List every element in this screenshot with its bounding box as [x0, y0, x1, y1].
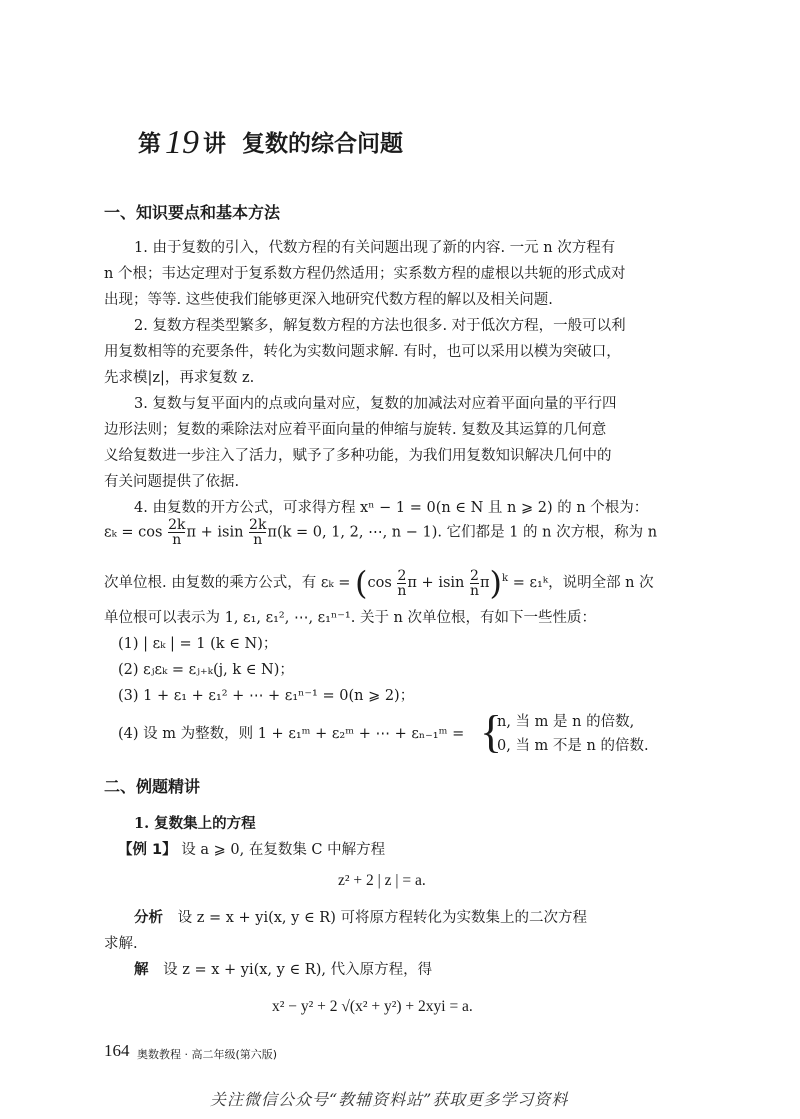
formula-line: 次单位根. 由复数的乘方公式，有 εₖ = (cos $\frac{2}{n}$ π + isin $\frac{2}{n}$ π)$^k$ = ε₁ᵏ，说明全部 n 次 [104, 564, 654, 602]
property-2: (2) εⱼεₖ = εⱼ₊ₖ(j, k ∈ N)； [118, 662, 294, 678]
chapter-number: 19 [165, 124, 199, 161]
paragraph-line: n 个根；韦达定理对于复系数方程仍然适用；实系数方程的虚根以共轭的形式成对 [104, 266, 626, 282]
property-1: (1) | εₖ | = 1 (k ∈ N)； [118, 636, 278, 652]
paragraph-line: 1. 由于复数的引入，代数方程的有关问题出现了新的内容. 一元 n 次方程有 [134, 240, 616, 256]
paragraph-line: 4. 由复数的开方公式，可求得方程 xⁿ − 1 = 0(n ∈ N 且 n ⩾ 2) 的 n 个根为： [134, 500, 649, 516]
paragraph-line: 用复数相等的充要条件，转化为实数问题求解. 有时，也可以采用以模为突破口， [104, 344, 621, 360]
chapter-title [138, 124, 403, 162]
example-equation: z² + 2 | z | = a. [338, 872, 426, 889]
analysis-line: 分析 设 z = x + yi(x, y ∈ R) 可将原方程转化为实数集上的二次方程 [134, 910, 587, 926]
analysis-label: 分析 [134, 910, 163, 926]
paragraph-line: 2. 复数方程类型繁多，解复数方程的方法也很多. 对于低次方程，一般可以利 [134, 318, 626, 334]
book-title: 奥数教程 · 高二年级(第六版) [137, 1048, 278, 1061]
case-2: 0, 当 m 不是 n 的倍数. [497, 738, 649, 754]
paragraph-line: 3. 复数与复平面内的点或向量对应，复数的加减法对应着平面向量的平行四 [134, 396, 617, 412]
property-4: (4) 设 m 为整数，则 1 + ε₁ᵐ + ε₂ᵐ + ⋯ + εₙ₋₁ᵐ = [118, 726, 465, 742]
property-3: (3) 1 + ε₁ + ε₁² + ⋯ + ε₁ⁿ⁻¹ = 0(n ⩾ 2)； [118, 688, 415, 704]
analysis-line-2: 求解. [104, 936, 138, 952]
section-heading-2: 二、例题精讲 [104, 777, 201, 796]
solution-equation: x² − y² + 2 √(x² + y²) + 2xyi = a. [272, 998, 473, 1015]
paragraph-line: 有关问题提供了依据. [104, 474, 240, 490]
example-label: 【例 1】 [118, 842, 177, 858]
title-prefix: 第 [138, 131, 161, 157]
solution-line: 解 设 z = x + yi(x, y ∈ R), 代入原方程，得 [134, 962, 433, 978]
example-1 [118, 838, 385, 859]
subsection-heading: 1. 复数集上的方程 [134, 815, 256, 832]
cases-brace: { [480, 706, 503, 757]
solution-label: 解 [134, 962, 149, 978]
paragraph-line: 先求模|z|，再求复数 z. [104, 370, 255, 386]
case-1: n, 当 m 是 n 的倍数, [497, 714, 635, 730]
chapter-topic: 复数的综合问题 [242, 131, 403, 157]
formula-line: εₖ = cos $\frac{2k}{n}$ π + isin $\frac{2k}{n}$ π(k = 0, 1, 2, ⋯, n − 1). 它们都是 1 的 n 次方根，称为 n [104, 517, 658, 548]
example-text: 设 a ⩾ 0, 在复数集 C 中解方程 [181, 842, 386, 858]
paragraph-line: 义给复数进一步注入了活力，赋予了多种功能，为我们用复数知识解决几何中的 [104, 448, 612, 464]
watermark-text: 关注微信公众号“教辅资料站”获取更多学习资料 [210, 1090, 569, 1109]
title-suffix: 讲 [203, 131, 226, 157]
paragraph-line: 出现；等等. 这些使我们能够更深入地研究代数方程的解以及相关问题. [104, 292, 553, 308]
page-number: 164 [104, 1041, 130, 1060]
paragraph-line: 单位根可以表示为 1, ε₁, ε₁², ⋯, ε₁ⁿ⁻¹. 关于 n 次单位根，有如下一些性质： [104, 610, 597, 626]
paragraph-line: 边形法则；复数的乘除法对应着平面向量的伸缩与旋转. 复数及其运算的几何意 [104, 422, 607, 438]
section-heading-1: 一、知识要点和基本方法 [104, 203, 281, 222]
